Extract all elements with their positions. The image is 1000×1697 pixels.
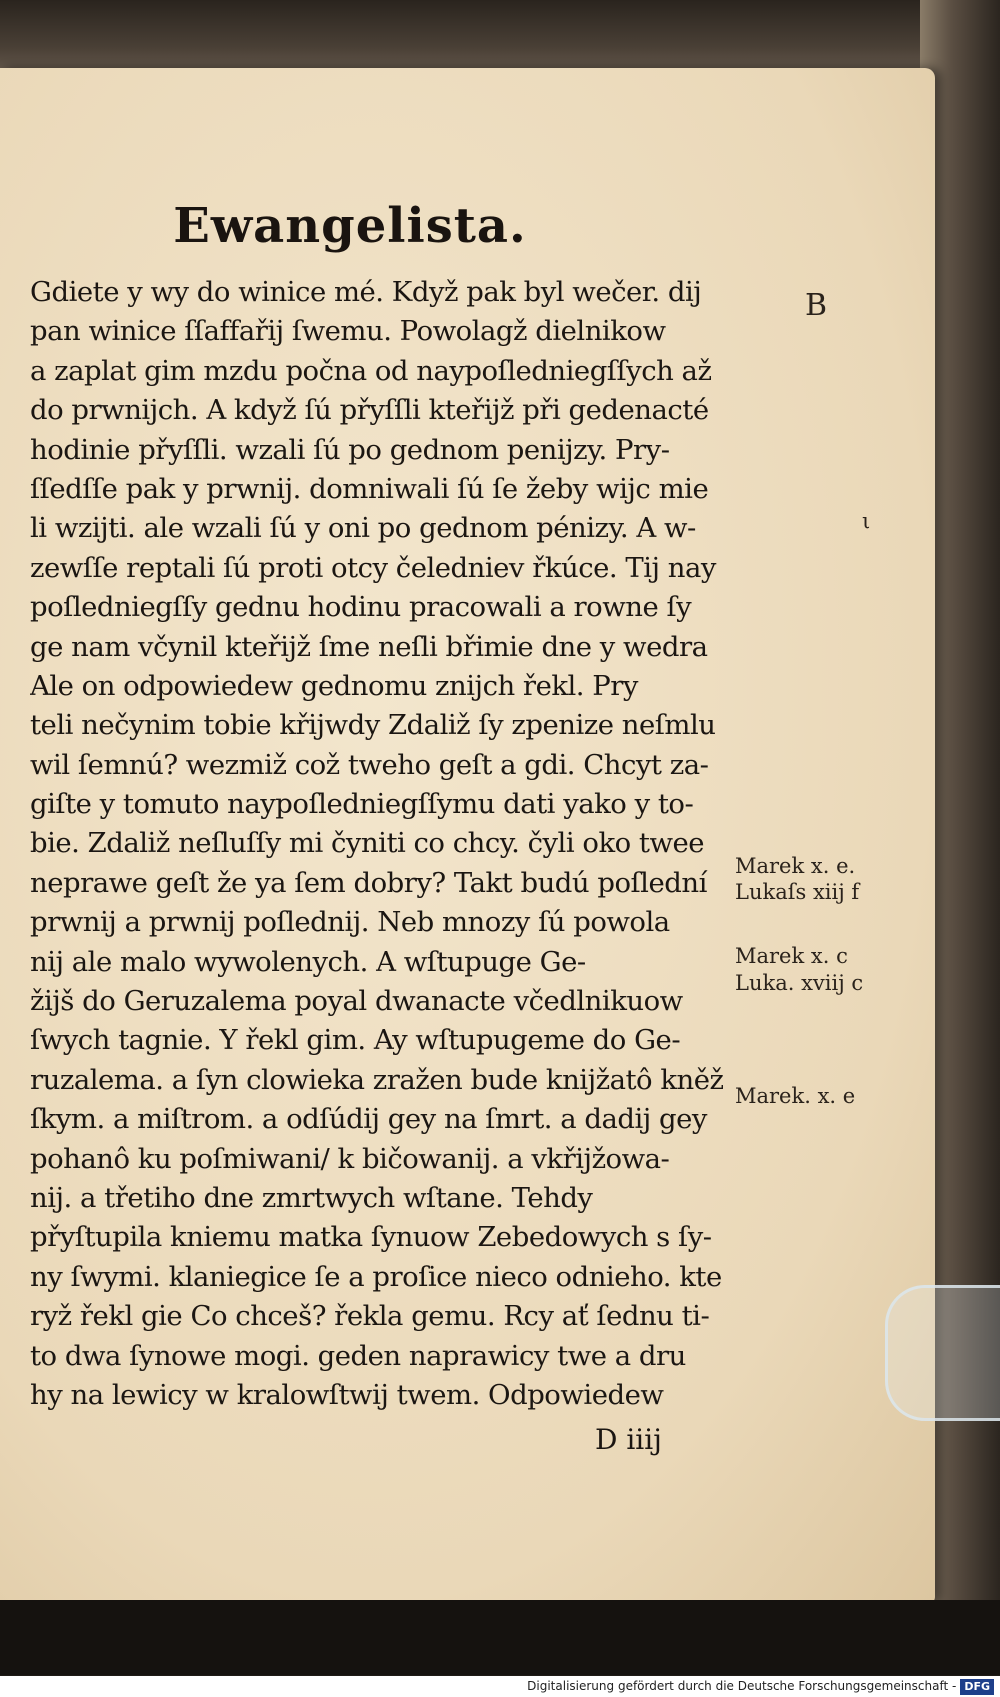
text-line: teli nečynim tobie křijwdy Zdaliž ſy zpenize neſmlu [30,709,716,742]
text-line: li wzijti. ale wzali ſú y oni po gednom pénizy. A w- [30,512,696,545]
text-line: Gdiete y wy do winice mé. Když pak byl wečer. dij [30,276,702,308]
margin-note: B [805,288,828,323]
text-line: Ale on odpowiedew gednomu znijch řekl. Pry [30,669,638,702]
text-line: bie. Zdaliž neſluſſy mi čyniti co chcy. čyli oko twee [30,827,705,860]
text-line: ryž řekl gie Co chceš? řekla gemu. Rcy ať ſednu ti- [30,1300,710,1333]
margin-note: Marek x. c [735,944,848,968]
scan-background [0,1600,1000,1675]
margin-note: ι [862,509,871,533]
margin-note: Marek. x. e [735,1084,856,1108]
text-line: hy na lewicy w kralowſtwij twem. Odpowiedew [30,1378,664,1411]
body-text [30,273,730,1415]
text-line: ge nam včynil kteřijž ſme neſli břimie dne y wedra [30,630,708,663]
text-line: nij. a třetiho dne zmrtwych wſtane. Tehdy [30,1181,593,1214]
text-line: ny ſwymi. klaniegice ſe a proſice nieco odnieho. kte [30,1260,722,1293]
digitization-footer [0,1676,1000,1697]
text-line: hodinie přyſſli. wzali ſú po gednom penijzy. Pry- [30,433,670,466]
margin-note: Lukaſs xiij f [735,880,860,904]
running-title: Ewangelista. [173,198,527,254]
text-line: neprawe geſt že ya ſem dobry? Takt budú poſlední [30,866,707,899]
text-line: pohanô ku poſmiwani/ k bičowanij. a vkřijžowa- [30,1142,670,1175]
text-line: a zaplat gim mzdu počna od naypoſledniegſſych až [30,354,712,387]
text-line: poſledniegſſy gednu hodinu pracowali a rowne ſy [30,591,692,624]
margin-note: Marek x. e. [735,854,856,878]
footer-credit: Digitalisierung gefördert durch die Deutsche Forschungsgemeinschaft - [527,1679,957,1693]
text-line: pan winice ſſaffařij ſwemu. Powolagž dielnikow [30,315,666,348]
text-line: nij ale malo wywolenych. A wſtupuge Ge- [30,945,586,978]
text-line: ſwych tagnie. Y řekl gim. Ay wſtupugeme do Ge- [30,1024,681,1057]
text-line: přyſtupila kniemu matka ſynuow Zebedowych s ſy- [30,1221,712,1254]
text-line: do prwnijch. A když ſú přyſſli kteřijž při gedenacté [30,394,709,427]
text-line: giſte y tomuto naypoſledniegſſymu dati yako y to- [30,788,694,821]
dfg-logo: DFG [960,1679,994,1695]
text-line: to dwa ſynowe mogi. geden naprawicy twe a dru [30,1339,686,1372]
book-page [0,68,935,1603]
margin-note: Luka. xviij c [735,971,864,995]
text-line: ſſedſſe pak y prwnij. domniwali ſú ſe žeby wijc mie [30,472,709,505]
text-line: prwnij a prwnij poſlednij. Neb mnozy ſú powola [30,906,670,939]
signature-mark: D iiij [595,1423,662,1456]
text-line: ſkym. a miſtrom. a odſúdij gey na ſmrt. a dadij gey [30,1103,707,1136]
text-line: zewſſe reptali ſú proti otcy čeledniev řkúce. Tij nay [30,551,716,584]
page-holder-clip [885,1285,1000,1421]
text-line: žijš do Geruzalema poyal dwanacte včedlnikuow [30,985,683,1018]
text-line: wil ſemnú? wezmiž což tweho geſt a gdi. Chcyt za- [30,748,709,781]
text-line: ruzalema. a ſyn clowieka zražen bude knijžatô kněž [30,1063,724,1096]
